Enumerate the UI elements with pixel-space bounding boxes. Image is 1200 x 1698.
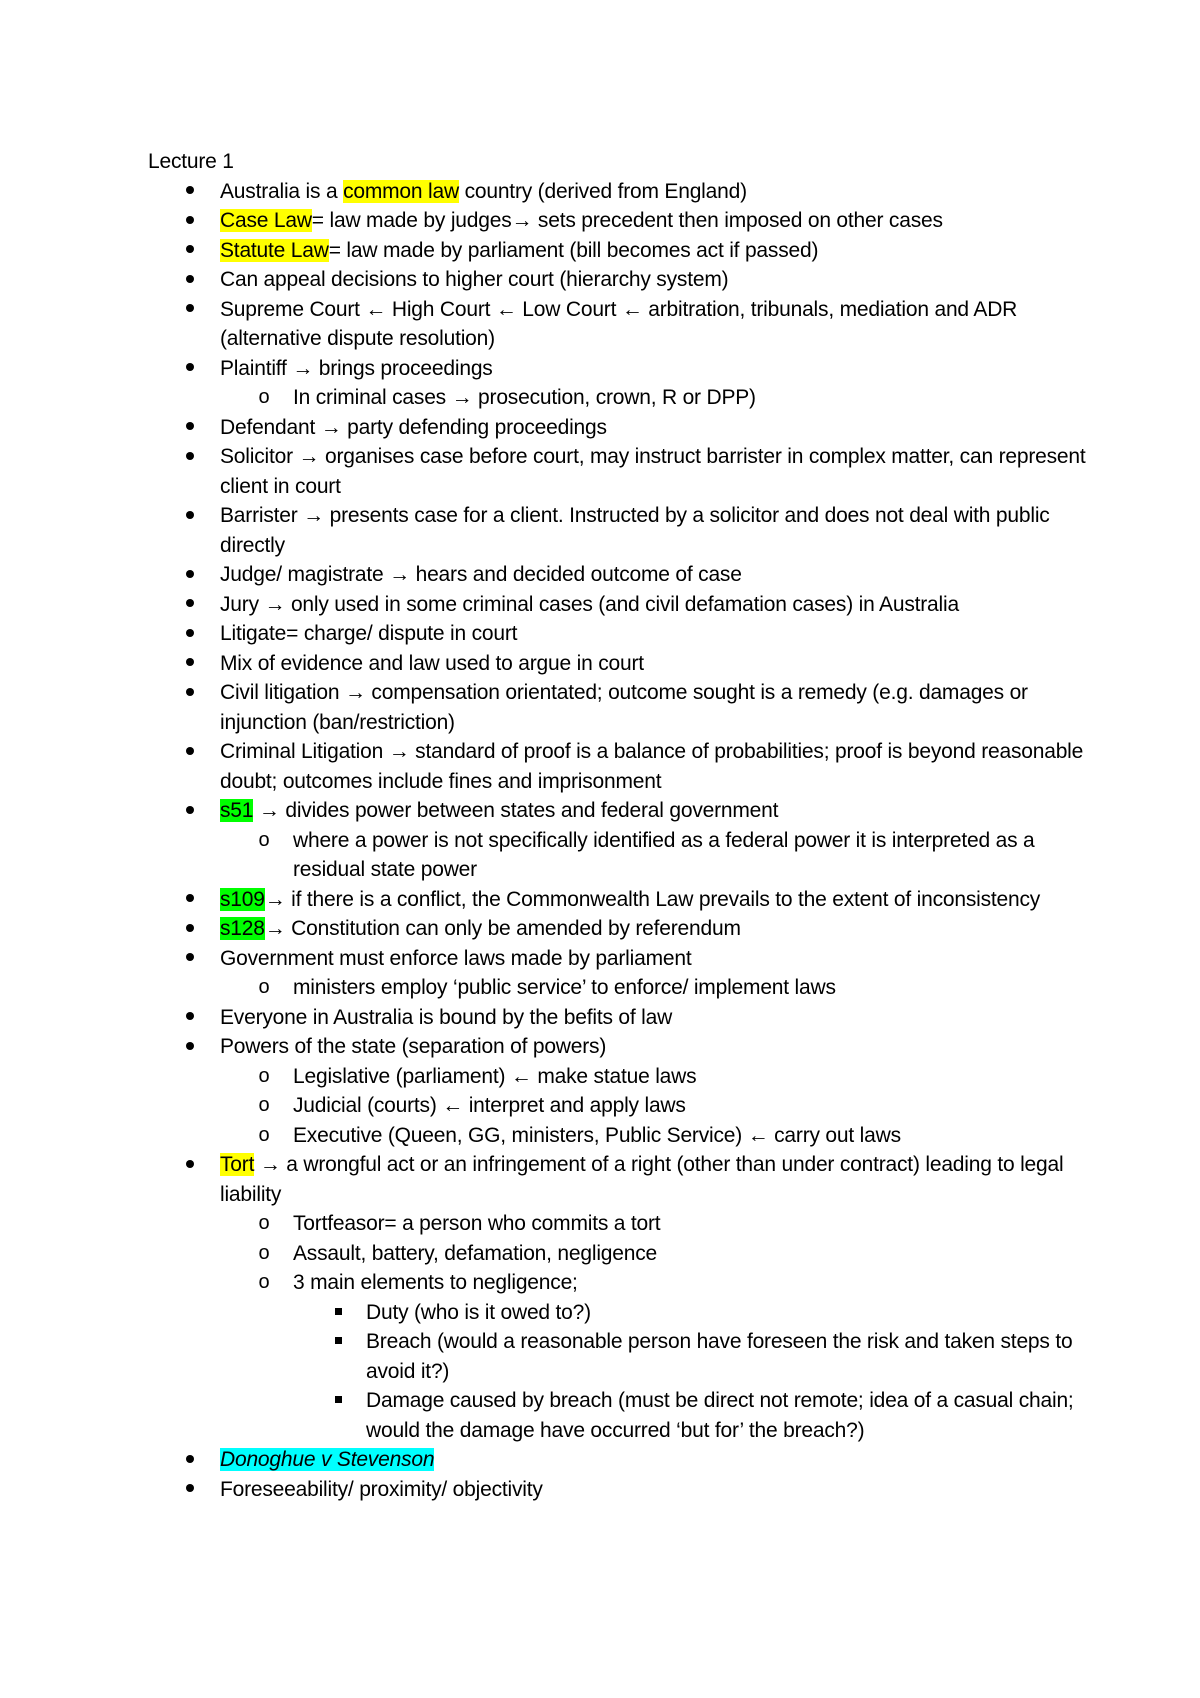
bullet-dot-icon bbox=[180, 560, 200, 590]
bullet-dot-icon bbox=[180, 295, 200, 325]
list-item bbox=[148, 236, 1088, 266]
item-text: Plaintiff → brings proceedings bbox=[220, 356, 493, 380]
item-text: Litigate= charge/ dispute in court bbox=[220, 622, 518, 645]
list-item bbox=[148, 944, 1088, 974]
list-item bbox=[148, 737, 1088, 796]
item-text: Solicitor → organises case before court, may instruct barrister in complex matter, can represent client in court bbox=[220, 445, 1086, 498]
bullet-circle-icon: o bbox=[258, 828, 270, 851]
bullet-square-icon bbox=[328, 1327, 348, 1357]
bullet-dot-icon bbox=[180, 501, 200, 531]
bullet-dot-icon bbox=[180, 1032, 200, 1062]
list-item bbox=[148, 973, 1088, 1003]
bullet-circle-icon: o bbox=[258, 1271, 270, 1293]
bullet-dot-icon bbox=[180, 1475, 200, 1505]
item-text: Civil litigation → compensation orientated; outcome sought is a remedy (e.g. damages or injunction (ban/restriction) bbox=[220, 681, 1028, 734]
bullet-circle-icon: o bbox=[258, 1123, 270, 1146]
list-item bbox=[148, 590, 1088, 620]
highlighted-term: Tort bbox=[220, 1153, 255, 1176]
list-item bbox=[148, 1268, 1088, 1298]
item-text: Judicial (courts) ← interpret and apply laws bbox=[293, 1094, 686, 1117]
list-item bbox=[148, 1003, 1088, 1033]
bullet-dot-icon bbox=[180, 265, 200, 295]
bullet-square-icon bbox=[328, 1298, 348, 1328]
item-text: where a power is not specifically identified as a federal power it is interpreted as a residual state power bbox=[293, 828, 1035, 881]
bullet-dot-icon bbox=[180, 796, 200, 826]
list-item bbox=[148, 265, 1088, 295]
bullet-dot-icon bbox=[180, 1003, 200, 1033]
bullet-dot-icon bbox=[180, 885, 200, 915]
bullet-dot-icon bbox=[180, 619, 200, 649]
item-text: country (derived from England) bbox=[458, 179, 747, 203]
item-text: Defendant → party defending proceedings bbox=[220, 415, 607, 439]
highlighted-term: s128 bbox=[220, 917, 265, 940]
bullet-dot-icon bbox=[180, 678, 200, 708]
list-item bbox=[148, 1091, 1088, 1121]
list-item bbox=[148, 1150, 1088, 1209]
item-text: → a wrongful act or an infringement of a right (other than under contract) leading to legal liability bbox=[220, 1153, 1064, 1206]
list-item bbox=[148, 826, 1088, 885]
list-item bbox=[148, 560, 1088, 590]
bullet-circle-icon: o bbox=[258, 1241, 270, 1264]
item-text: Foreseeability/ proximity/ objectivity bbox=[220, 1477, 543, 1501]
item-text: Can appeal decisions to higher court (hierarchy system) bbox=[220, 268, 729, 291]
item-text: Damage caused by breach (must be direct not remote; idea of a casual chain; would the damage have occurred ‘but for’ the breach?) bbox=[366, 1389, 1074, 1442]
item-text: Everyone in Australia is bound by the befits of law bbox=[220, 1005, 673, 1029]
bullet-circle-icon: o bbox=[258, 1212, 270, 1234]
list-item bbox=[148, 1121, 1088, 1151]
list-item bbox=[148, 383, 1088, 413]
item-text: ministers employ ‘public service’ to enforce/ implement laws bbox=[293, 976, 836, 999]
bullet-circle-icon: o bbox=[258, 1064, 270, 1087]
list-item bbox=[148, 885, 1088, 915]
item-text: Australia is a bbox=[220, 179, 344, 203]
list-item bbox=[148, 295, 1088, 354]
item-text: Legislative (parliament) ← make statue laws bbox=[293, 1064, 697, 1088]
bullet-dot-icon bbox=[180, 737, 200, 767]
list-item bbox=[148, 649, 1088, 679]
list-item bbox=[148, 796, 1088, 826]
list-item bbox=[148, 413, 1088, 443]
lecture-title: Lecture 1 bbox=[148, 150, 234, 173]
list-item bbox=[148, 1209, 1088, 1239]
item-text: = law made by judges→ sets precedent then imposed on other cases bbox=[311, 209, 943, 232]
highlighted-term: common law bbox=[343, 179, 459, 203]
bullet-circle-icon: o bbox=[258, 1094, 270, 1116]
bullet-dot-icon bbox=[180, 236, 200, 266]
bullet-dot-icon bbox=[180, 1150, 200, 1180]
highlighted-term: Case Law bbox=[220, 209, 312, 232]
list-item bbox=[148, 354, 1088, 384]
list-item bbox=[148, 1032, 1088, 1062]
item-text: Judge/ magistrate → hears and decided outcome of case bbox=[220, 563, 742, 586]
item-text: Barrister → presents case for a client. Instructed by a solicitor and does not deal with public directly bbox=[220, 504, 1050, 557]
bullet-dot-icon bbox=[180, 944, 200, 974]
bullet-dot-icon bbox=[180, 177, 200, 207]
item-text: Duty (who is it owed to?) bbox=[366, 1300, 591, 1324]
bullet-dot-icon bbox=[180, 354, 200, 384]
highlighted-term: s109 bbox=[220, 887, 265, 911]
list-item bbox=[148, 1239, 1088, 1269]
item-text: = law made by parliament (bill becomes act if passed) bbox=[328, 238, 819, 262]
item-text: Tortfeasor= a person who commits a tort bbox=[293, 1212, 661, 1235]
list-item bbox=[148, 1327, 1088, 1386]
bullet-dot-icon bbox=[180, 649, 200, 679]
item-text: Breach (would a reasonable person have foreseen the risk and taken steps to avoid it?) bbox=[366, 1330, 1073, 1383]
item-text: → Constitution can only be amended by referendum bbox=[264, 917, 741, 940]
highlighted-term: s51 bbox=[220, 799, 254, 822]
item-text: Supreme Court ← High Court ← Low Court ← arbitration, tribunals, mediation and ADR (alternative dispute resolution) bbox=[220, 297, 1018, 350]
list-item bbox=[148, 1475, 1088, 1505]
item-text: Mix of evidence and law used to argue in court bbox=[220, 651, 644, 675]
item-text: Assault, battery, defamation, negligence bbox=[293, 1241, 658, 1265]
item-text: → divides power between states and federal government bbox=[253, 799, 779, 822]
item-text: → if there is a conflict, the Commonwealth Law prevails to the extent of inconsistency bbox=[264, 887, 1041, 911]
bullet-circle-icon: o bbox=[258, 386, 270, 408]
list-item bbox=[148, 501, 1088, 560]
list-item bbox=[148, 1445, 1088, 1475]
list-item bbox=[148, 442, 1088, 501]
item-text: Powers of the state (separation of powers) bbox=[220, 1035, 607, 1058]
bullet-dot-icon bbox=[180, 590, 200, 620]
highlighted-term: Statute Law bbox=[220, 238, 329, 262]
bullet-dot-icon bbox=[180, 914, 200, 944]
list-item bbox=[148, 1062, 1088, 1092]
bullet-circle-icon: o bbox=[258, 976, 270, 998]
item-text: Executive (Queen, GG, ministers, Public Service) ← carry out laws bbox=[293, 1123, 901, 1147]
item-text: Criminal Litigation → standard of proof is a balance of probabilities; proof is beyond reasonable doubt; outcomes include fines and imprisonment bbox=[220, 740, 1084, 793]
highlighted-term: Donoghue v Stevenson bbox=[220, 1448, 435, 1471]
notes-list bbox=[148, 177, 1088, 1505]
bullet-dot-icon bbox=[180, 413, 200, 443]
bullet-dot-icon bbox=[180, 206, 200, 236]
list-item bbox=[148, 1386, 1088, 1445]
list-item bbox=[148, 1298, 1088, 1328]
document-body bbox=[148, 147, 1088, 1504]
bullet-dot-icon bbox=[180, 442, 200, 472]
item-text: Government must enforce laws made by parliament bbox=[220, 946, 692, 970]
item-text: Jury → only used in some criminal cases (and civil defamation cases) in Australia bbox=[220, 592, 959, 616]
list-item bbox=[148, 678, 1088, 737]
list-item bbox=[148, 619, 1088, 649]
item-text: In criminal cases → prosecution, crown, R or DPP) bbox=[293, 386, 756, 409]
list-item bbox=[148, 914, 1088, 944]
bullet-square-icon bbox=[328, 1386, 348, 1416]
bullet-dot-icon bbox=[180, 1445, 200, 1475]
list-item bbox=[148, 206, 1088, 236]
item-text: 3 main elements to negligence; bbox=[293, 1271, 578, 1294]
list-item bbox=[148, 177, 1088, 207]
